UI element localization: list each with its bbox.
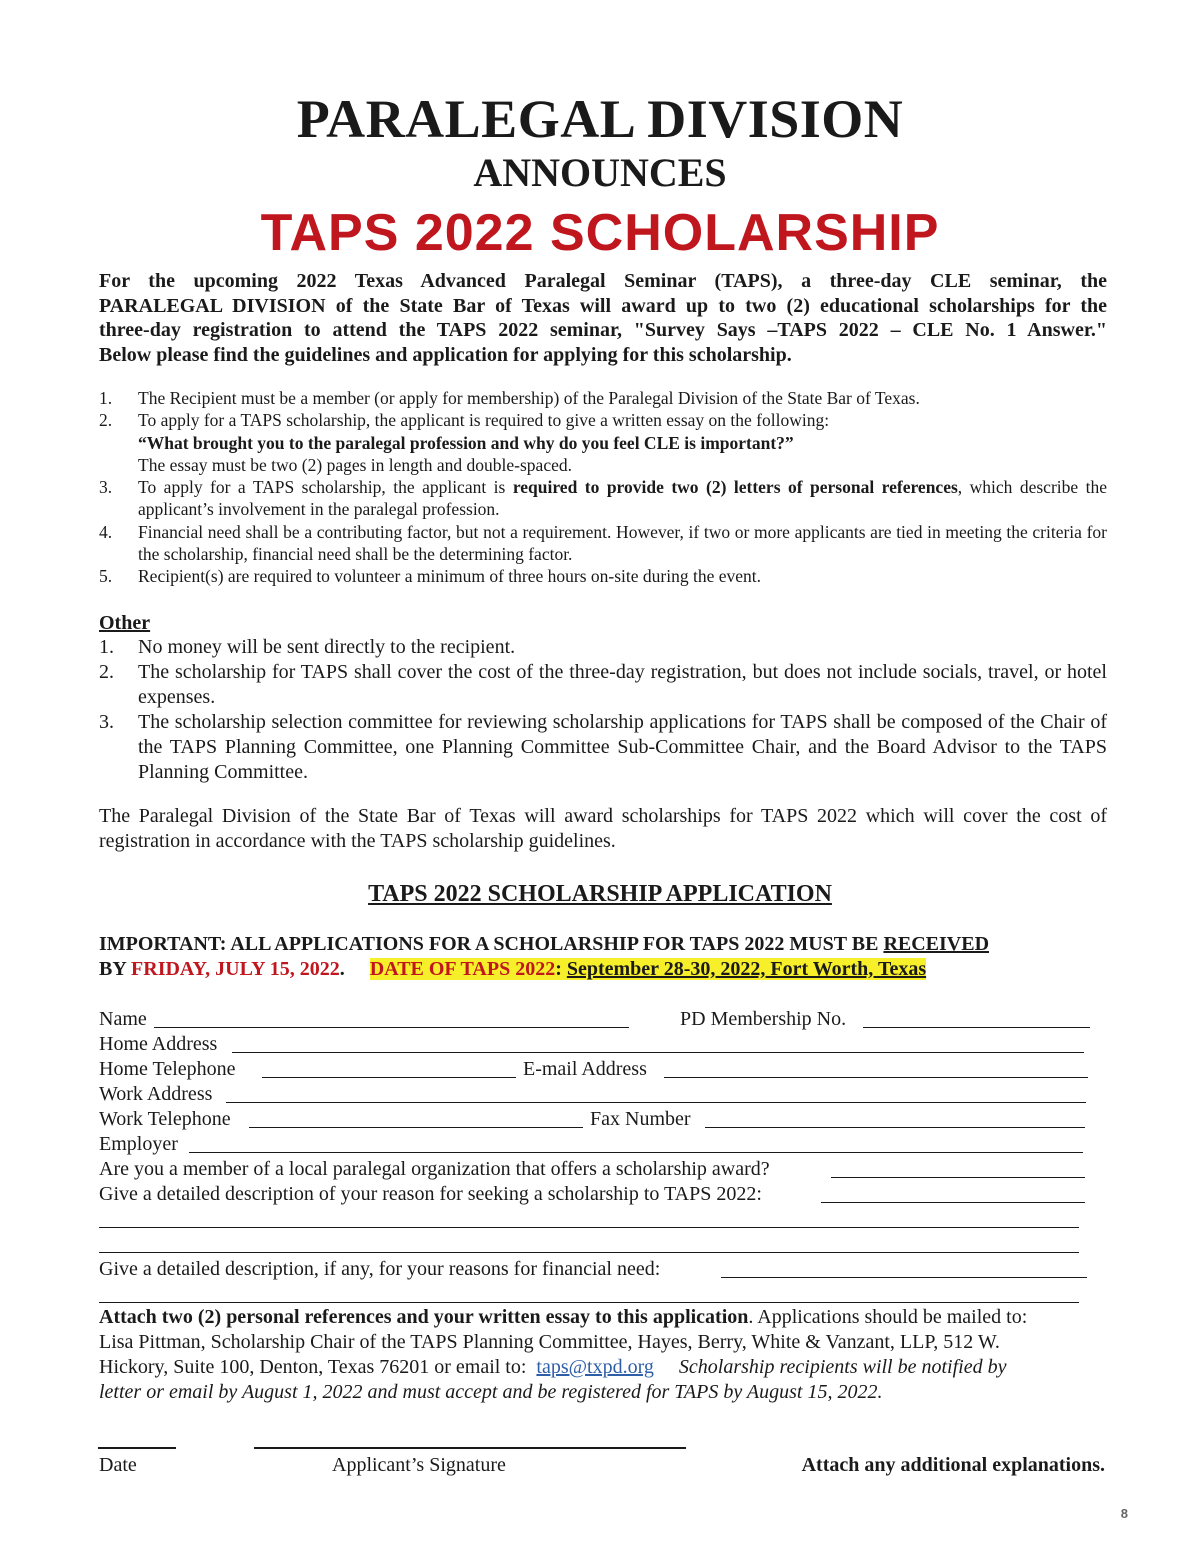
taps-date-label: DATE OF TAPS 2022 xyxy=(369,958,556,980)
guideline-item xyxy=(99,565,1107,587)
other-heading: Other xyxy=(99,612,151,634)
guideline-emphasis: required to provide two (2) letters of personal references xyxy=(512,477,958,498)
page-number: 8 xyxy=(1120,1506,1128,1521)
date-field[interactable] xyxy=(98,1447,176,1449)
form-row-home-telephone xyxy=(99,1057,1091,1082)
intro-line: three-day registration to attend the TAPS 2022 seminar, "Survey Says –TAPS 2022 – CLE No. 1 Answer." xyxy=(99,319,1107,342)
other-text: The scholarship for TAPS shall cover the cost of the three-day registration, but does not include socials, travel, or hotel expenses. xyxy=(138,661,1107,708)
application-title xyxy=(0,879,1200,909)
email-address-label: E-mail Address xyxy=(523,1058,647,1080)
other-item xyxy=(99,635,1107,660)
guideline-number: 3. xyxy=(99,477,113,498)
scholarship-headline: TAPS 2022 SCHOLARSHIP xyxy=(260,204,940,262)
home-telephone-field[interactable] xyxy=(262,1077,516,1078)
received-text: RECEIVED xyxy=(883,933,990,955)
guideline-item xyxy=(99,521,1107,566)
reason-field[interactable] xyxy=(821,1202,1085,1203)
form-row-reason-cont xyxy=(99,1232,1091,1257)
guideline-item xyxy=(99,476,1107,521)
taps-date-value: September 28-30, 2022, Fort Worth, Texas xyxy=(566,958,927,980)
guideline-text: To apply for a TAPS scholarship, the applicant is required to give a written essay on the following: xyxy=(138,410,830,431)
email-address-field[interactable] xyxy=(664,1077,1088,1078)
intro-line: For the upcoming 2022 Texas Advanced Paralegal Seminar (TAPS), a three-day CLE seminar, the xyxy=(99,270,1107,292)
membership-field[interactable] xyxy=(863,1027,1090,1028)
guideline-text: The Recipient must be a member (or apply for membership) of the Paralegal Division of the State Bar of Texas. xyxy=(138,388,920,408)
financial-label: Give a detailed description, if any, for your reasons for financial need: xyxy=(99,1258,661,1280)
other-number: 3. xyxy=(99,711,114,733)
date-label: Date xyxy=(99,1454,137,1476)
instructions-line xyxy=(99,1355,1107,1380)
form-row-employer xyxy=(99,1132,1091,1157)
other-number: 1. xyxy=(99,636,114,658)
intro-line: Below please find the guidelines and application for applying for this scholarship. xyxy=(99,344,792,367)
home-address-label: Home Address xyxy=(99,1033,218,1055)
page-title: PARALEGAL DIVISION xyxy=(296,89,904,149)
important-notice xyxy=(99,932,1107,982)
by-text: BY xyxy=(99,958,127,980)
employer-label: Employer xyxy=(99,1133,178,1155)
instructions-line xyxy=(99,1305,1107,1330)
fax-number-field[interactable] xyxy=(705,1127,1085,1128)
signature-field[interactable] xyxy=(254,1447,686,1449)
form-row-reason xyxy=(99,1182,1091,1207)
form-row-work-telephone xyxy=(99,1107,1091,1132)
employer-field[interactable] xyxy=(189,1152,1083,1153)
form-row-financial-cont xyxy=(99,1282,1091,1307)
other-text: The scholarship selection committee for reviewing scholarship applications for TAPS shall be composed of the Chair of the TAPS Planning Committee, one Planning Committee Sub-Committee Chair, and the Board Advisor to the TAPS Planning Committee. xyxy=(138,711,1107,783)
guideline-item xyxy=(99,409,1107,476)
intro-line: PARALEGAL DIVISION of the State Bar of Texas will award up to two (2) educational scholarships for the xyxy=(99,294,1107,317)
local-org-label: Are you a member of a local paralegal organization that offers a scholarship award? xyxy=(99,1158,770,1180)
intro-paragraph xyxy=(99,269,1107,368)
other-number: 2. xyxy=(99,661,114,683)
notify-text: letter or email by August 1, 2022 and must accept and be registered for TAPS by August 15, 2022. xyxy=(99,1381,883,1403)
membership-label: PD Membership No. xyxy=(680,1008,847,1030)
guideline-number: 5. xyxy=(99,566,113,587)
guideline-number: 1. xyxy=(99,388,113,408)
application-form xyxy=(99,1007,1091,1307)
form-row-work-address xyxy=(99,1082,1091,1107)
essay-question: “What brought you to the paralegal profession and why do you feel CLE is important?” xyxy=(138,432,794,453)
work-address-field[interactable] xyxy=(226,1102,1086,1103)
form-row-home-address xyxy=(99,1032,1091,1057)
other-text: No money will be sent directly to the recipient. xyxy=(138,636,516,658)
attach-note: Attach any additional explanations. xyxy=(801,1454,1105,1476)
mail-intro: . Applications should be mailed to: xyxy=(748,1306,1028,1328)
taps-date-colon: : xyxy=(555,958,562,980)
page-subtitle: ANNOUNCES xyxy=(473,150,727,195)
name-field[interactable] xyxy=(154,1027,629,1028)
form-row-reason-cont xyxy=(99,1207,1091,1232)
work-address-label: Work Address xyxy=(99,1083,213,1105)
address-line: Lisa Pittman, Scholarship Chair of the TAPS Planning Committee, Hayes, Berry, White & Vanzant, LLP, 512 W. xyxy=(99,1331,1000,1353)
reason-label: Give a detailed description of your reason for seeking a scholarship to TAPS 2022: xyxy=(99,1183,762,1205)
address-line: Hickory, Suite 100, Denton, Texas 76201 or email to: xyxy=(99,1356,527,1378)
guideline-number: 4. xyxy=(99,521,113,542)
reason-field-continued[interactable] xyxy=(99,1252,1079,1253)
attach-instruction: Attach two (2) personal references and your written essay to this application xyxy=(99,1306,749,1328)
guideline-text: To apply for a TAPS scholarship, the applicant is xyxy=(138,477,506,498)
signature-area xyxy=(0,1440,1200,1490)
essay-note: The essay must be two (2) pages in length and double-spaced. xyxy=(138,454,572,475)
other-item xyxy=(99,710,1107,785)
reason-field-continued[interactable] xyxy=(99,1227,1079,1228)
form-row-name xyxy=(99,1007,1091,1032)
work-telephone-label: Work Telephone xyxy=(99,1108,231,1130)
notify-text: Scholarship recipients will be notified by xyxy=(678,1356,1007,1378)
guideline-number: 2. xyxy=(99,410,113,431)
guideline-text: , which describe the applicant’s involvement in the paralegal profession. xyxy=(138,477,1108,520)
guidelines-list xyxy=(99,387,1107,588)
financial-field[interactable] xyxy=(721,1277,1087,1278)
local-org-field[interactable] xyxy=(831,1177,1085,1178)
home-address-field[interactable] xyxy=(232,1052,1084,1053)
financial-field-continued[interactable] xyxy=(99,1302,1079,1303)
taps-date-highlight xyxy=(370,958,926,980)
deadline-date: FRIDAY, JULY 15, 2022 xyxy=(131,958,340,980)
form-row-local-org xyxy=(99,1157,1091,1182)
other-list xyxy=(99,635,1107,785)
submission-instructions xyxy=(99,1305,1107,1405)
guideline-text: Recipient(s) are required to volunteer a minimum of three hours on-site during the event. xyxy=(138,566,762,587)
important-text: IMPORTANT: ALL APPLICATIONS FOR A SCHOLARSHIP FOR TAPS 2022 MUST BE xyxy=(99,933,879,955)
home-telephone-label: Home Telephone xyxy=(99,1058,236,1080)
award-paragraph: The Paralegal Division of the State Bar of Texas will award scholarships for TAPS 2022 which will cover the cost of registration in accordance with the TAPS scholarship guidelines. xyxy=(99,805,1107,852)
email-link[interactable]: taps@txpd.org xyxy=(536,1356,654,1378)
fax-number-label: Fax Number xyxy=(590,1108,691,1130)
other-item xyxy=(99,660,1107,710)
signature-label: Applicant’s Signature xyxy=(332,1454,506,1476)
application-title-text: TAPS 2022 SCHOLARSHIP APPLICATION xyxy=(368,881,832,907)
guideline-item xyxy=(99,387,1107,409)
form-row-financial xyxy=(99,1257,1091,1282)
guideline-text: Financial need shall be a contributing factor, but not a requirement. However, if two or more applicants are tied in meeting the criteria for the scholarship, financial need shall be the determining factor. xyxy=(138,521,1107,565)
work-telephone-field[interactable] xyxy=(249,1127,583,1128)
deadline-period: . xyxy=(339,958,345,980)
name-label: Name xyxy=(99,1008,147,1030)
